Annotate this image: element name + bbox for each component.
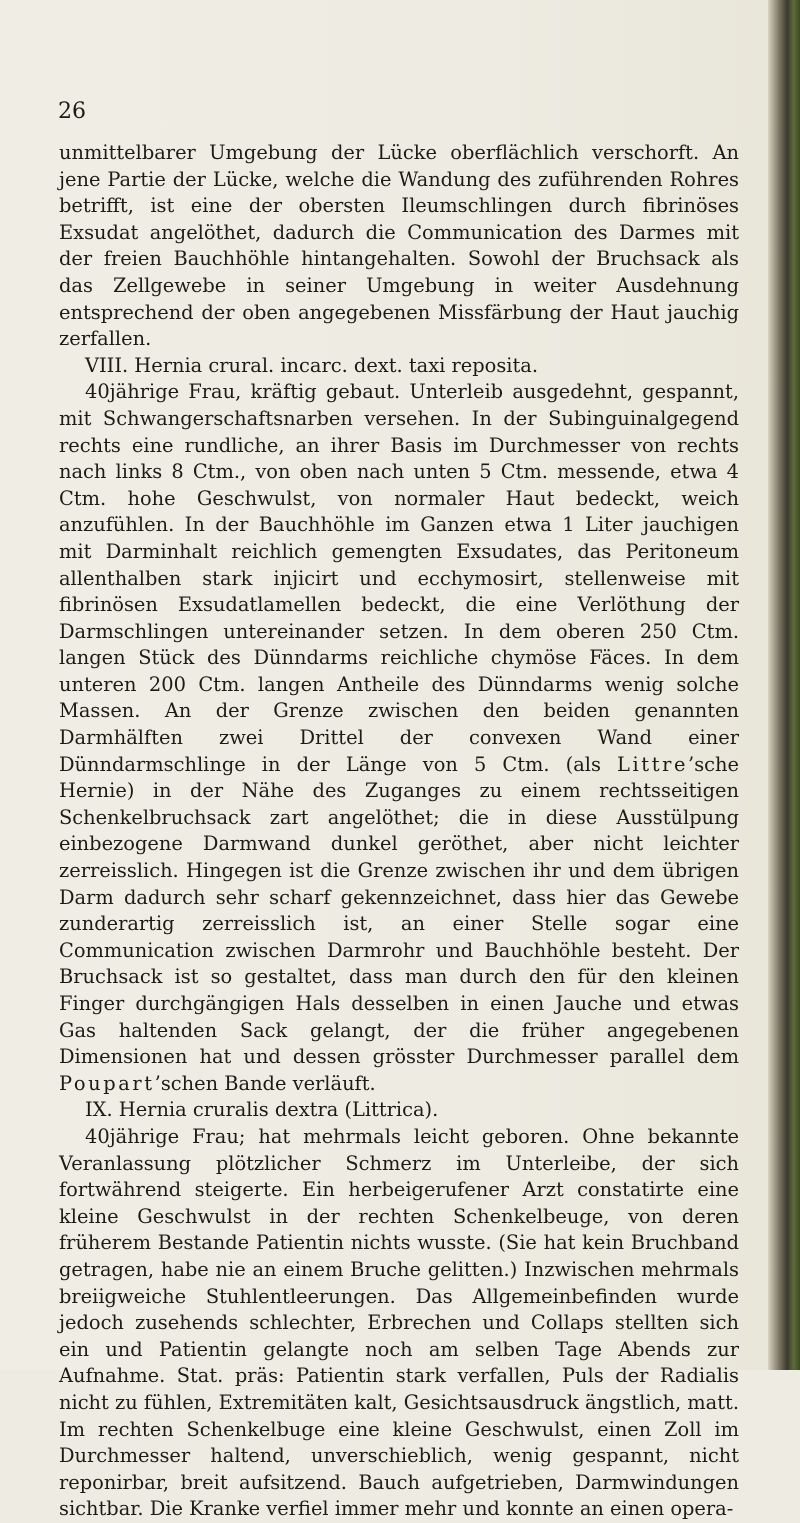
- case-description-viii: [59, 379, 739, 1097]
- case-heading-ix: IX. Hernia cruralis dextra (Littrica).: [85, 1098, 439, 1122]
- case-heading-viii: VIII. Hernia crural. incarc. dext. taxi reposita.: [85, 353, 539, 377]
- page-number: 26: [58, 99, 86, 124]
- paragraph-text: 40jährige Frau, kräftig gebaut. Unterleib ausgedehnt, gespannt, mit Schwangerschaftsnarben versehen. In der Subinguinalgegend rechts eine rundliche, an ihrer Basis im Durchmesser von rechts nach links 8 Ctm., von oben nach unten 5 Ctm. messende, etwa 4 Ctm. hohe Geschwulst, von normaler Haut bedeckt, weich anzufühlen. In der Bauchhöhle im Ganzen etwa 1 Liter jauchigen mit Darminhalt reichlich gemengten Exsudates, das Peritoneum allenthalben stark injicirt und ecchymosirt, stellenweise mit fibrinösen Exsudatlamellen bedeckt, die eine Verlöthung der Darmschlingen untereinander setzen. In dem oberen 250 Ctm. langen Stück des Dünndarms reichliche chymöse Fäces. In dem unteren 200 Ctm. langen Antheile des Dünndarms wenig solche Massen. An der Grenze zwischen den beiden genannten Darmhälften zwei Drittel der convexen Wand einer Dünndarmschlinge in der Länge von 5 Ctm. (als: [59, 380, 739, 776]
- page-edge-binding: [768, 0, 800, 1370]
- paragraph-text: ’schen Bande verläuft.: [154, 1071, 376, 1095]
- paragraph-text: ’sche Hernie) in der Nähe des Zuganges zu einem rechtsseitigen Schenkelbruchsack zart angelöthet; die in diese Ausstülpung einbezogene Darmwand dunkel geröthet, aber nicht leichter zerreisslich. Hingegen ist die Grenze zwischen ihr und dem übrigen Darm dadurch sehr scharf gekennzeichnet, dass hier das Gewebe zunderartig zerreisslich ist, an einer Stelle sogar eine Communication zwischen Darmrohr und Bauchhöhle besteht. Der Bruchsack ist so gestaltet, dass man durch den für den kleinen Finger durchgängigen Hals desselben in einen Jauche und etwas Gas haltenden Sack gelangt, der die früher angegebenen Dimensionen hat und dessen grösster Durchmesser parallel dem: [59, 752, 739, 1069]
- case-description-ix: 40jährige Frau; hat mehrmals leicht geboren. Ohne bekannte Veranlassung plötzlicher Schmerz im Unterleibe, der sich fortwährend steigerte. Ein herbeigerufener Arzt constatirte eine kleine Geschwulst in der rechten Schenkelbeuge, von deren früherem Bestande Patientin nichts wusste. (Sie hat kein Bruchband getragen, habe nie an einem Bruche gelitten.) Inzwischen mehrmals breiigweiche Stuhlentleerungen. Das Allgemeinbefinden wurde jedoch zusehends schlechter, Erbrechen und Collaps stellten sich ein und Patientin gelangte noch am selben Tage Abends zur Aufnahme. Stat. präs: Patientin stark verfallen, Puls der Radialis nicht zu fühlen, Extremitäten kalt, Gesichtsausdruck ängstlich, matt. Im rechten Schenkelbuge eine kleine Geschwulst, einen Zoll im Durchmesser haltend, unverschieblich, wenig gespannt, nicht reponirbar, breit aufsitzend. Bauch aufgetrieben, Darmwindungen sichtbar. Die Kranke verfiel immer mehr und konnte an einen opera-: [59, 1124, 739, 1521]
- paragraph-continuation: unmittelbarer Umgebung der Lücke oberflächlich verschorft. An jene Partie der Lücke, welche die Wandung des zuführenden Rohres betrifft, ist eine der obersten Ileumschlingen durch fibrinöses Exsudat angelöthet, dadurch die Communication des Darmes mit der freien Bauchhöhle hintangehalten. Sowohl der Bruchsack als das Zellgewebe in seiner Umgebung in weiter Ausdehnung entsprechend der oben angegebenen Missfärbung der Haut jauchig zerfallen.: [59, 141, 739, 351]
- author-name-littre: Littre: [617, 752, 689, 776]
- body-text: [59, 140, 739, 1523]
- author-name-poupart: Poupart: [59, 1071, 155, 1095]
